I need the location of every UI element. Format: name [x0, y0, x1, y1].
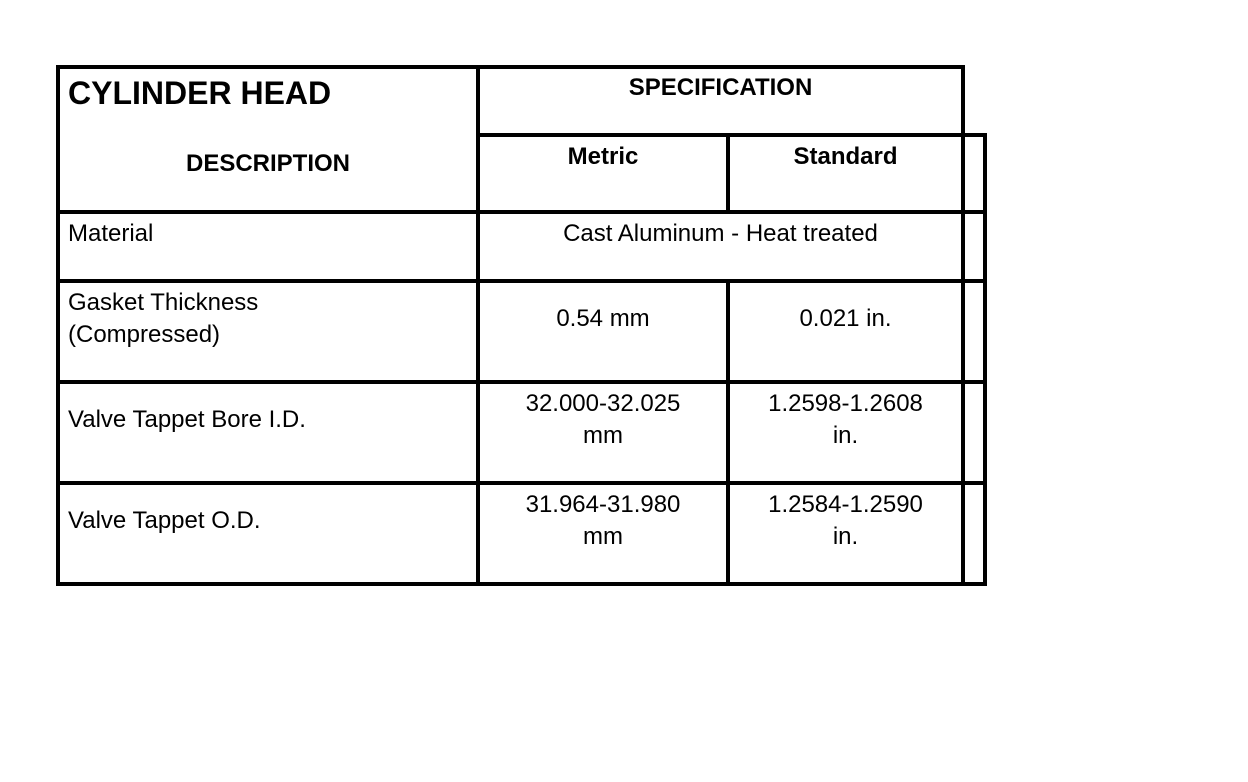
section-title: CYLINDER HEAD [68, 75, 332, 111]
row-gasket-description-line2: (Compressed) [68, 321, 221, 348]
row-tappet-standard-line1: 1.2584-1.2590 [768, 491, 923, 518]
table-rule-row2-bottom [56, 380, 987, 384]
row-gasket-standard: 0.021 in. [799, 305, 892, 332]
row-bore-metric-line1: 32.000-32.025 [525, 390, 681, 417]
table-rule-spec-header [478, 133, 987, 137]
row-tappet-metric-line1: 31.964-31.980 [525, 491, 681, 518]
table-border-bottom [56, 582, 987, 586]
table-rule-row1-bottom [56, 279, 987, 283]
table-border-right-outer [983, 133, 987, 586]
row-material-value: Cast Aluminum - Heat treated [563, 220, 878, 247]
row-bore-standard-line1: 1.2598-1.2608 [768, 390, 923, 417]
table-rule-row3-bottom [56, 481, 987, 485]
row-bore-metric-line2: mm [583, 422, 623, 449]
row-gasket-description-line1: Gasket Thickness [68, 289, 259, 316]
metric-header: Metric [567, 143, 639, 170]
table-border-left [56, 65, 60, 586]
row-tappet-standard-line2: in. [832, 523, 859, 550]
table-border-top [56, 65, 965, 69]
standard-header: Standard [793, 143, 898, 170]
description-header: DESCRIPTION [185, 150, 350, 177]
table-rule-header-bottom [56, 210, 987, 214]
row-bore-standard-line2: in. [832, 422, 859, 449]
row-tappet-metric-line2: mm [583, 523, 623, 550]
table-rule-standard-right [961, 65, 965, 586]
row-material-description: Material [68, 220, 154, 247]
row-gasket-metric: 0.54 mm [556, 305, 650, 332]
row-tappet-description: Valve Tappet O.D. [68, 507, 261, 534]
specification-header: SPECIFICATION [628, 74, 813, 101]
row-bore-description: Valve Tappet Bore I.D. [68, 406, 306, 433]
